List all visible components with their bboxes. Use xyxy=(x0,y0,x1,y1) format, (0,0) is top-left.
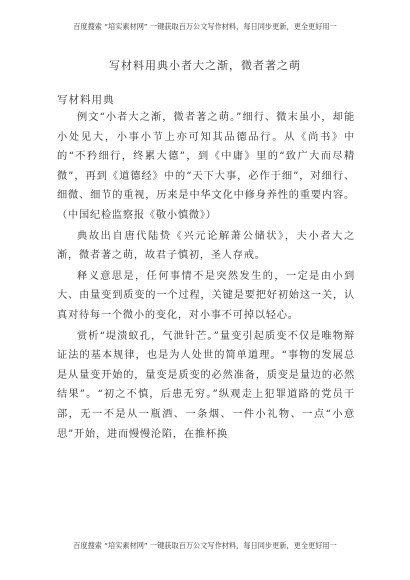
footer-banner: 百度搜索 “培实素材网” 一键获取百万公文写作材料，每日同步更新，更全更好用一 xyxy=(73,541,337,550)
header-banner: 百度搜索 “培实素材网” 一键获取百万公文写作材料，每日同步更新，更全更好用一 xyxy=(73,22,337,31)
paragraph-example: 例文“小者大之渐，微者著之萌。”细行、微末虽小，却能小处见大，小事小节上亦可知其品德品行。从《尚书》中的“不矜细行，终累大德”，到《中庸》里的“致广大而尽精微”，再到《道德经》中的“天下大事，必作于细”，对细行、细微、细节的重视，历来是中华文化中修身养性的重要内容。（中国纪检监察报《敬小慎微》） xyxy=(57,112,355,221)
section-heading: 写材料用典 xyxy=(57,94,115,106)
paragraph-analysis: 赏析“堤溃蚁孔，气泄针芒。”量变引起质变不仅是唯物辩证法的基本规律，也是为人处世的简单道理。“事物的发展总是从量变开始的，量变是质变的必然准备，质变是量边的必然结果”。“初之不慎，后患无穷。”纵观走上犯罪道路的党员干部，无一不是从一瓶酒、一条烟、一件小礼物、一点“小意思”开始，进而慢慢沦陷，在推杯换 xyxy=(57,330,355,440)
document-title: 写材料用典小者大之渐，微者著之萌 xyxy=(109,59,301,72)
document-body xyxy=(57,108,355,444)
paragraph-source: 典故出自唐代陆贽《兴元论解萧公储状》，夫小者大之渐，微者著之萌，故君子慎初，圣人存戒。 xyxy=(57,230,355,262)
paragraph-meaning: 释义意思是，任何事情不是突然发生的，一定是由小到大、由量变到质变的一个过程，关键是要把好初始这一关，认真对待每一个微小的变化，对小事不可掉以轻心。 xyxy=(57,270,355,321)
